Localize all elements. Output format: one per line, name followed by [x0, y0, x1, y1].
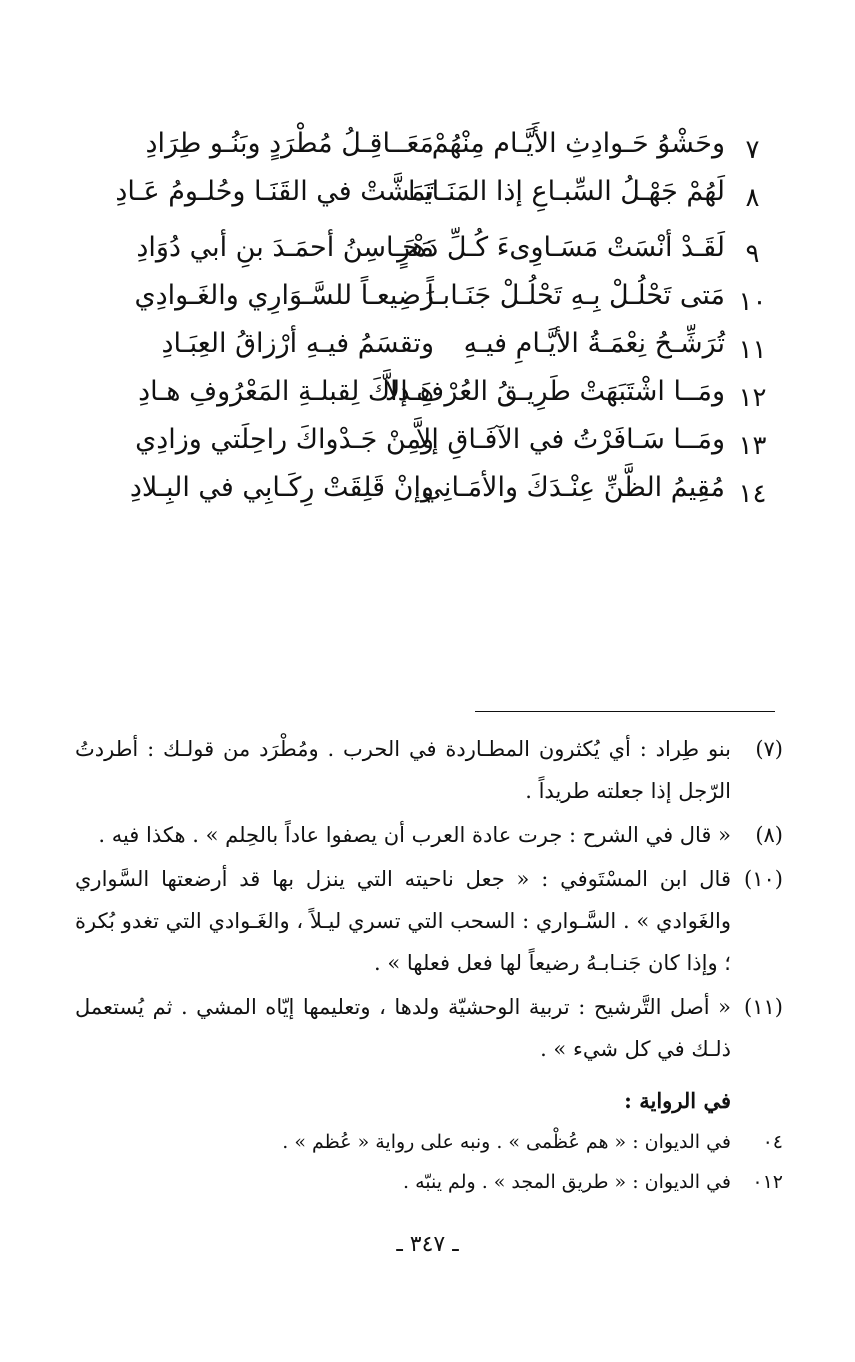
second-hemistich: وإنْ قَلِقَتْ رِكَـابِي في البِـلادِ [129, 472, 434, 503]
verse-number: ١٠ [738, 287, 767, 317]
first-hemistich: وحَشْوُ حَـوادِثِ الأَيَّـام مِنْهُمْ [431, 128, 725, 159]
verse [40, 416, 815, 464]
verse-number: ١٤ [738, 479, 767, 509]
variant-text: في الديوان : « طريق المجد » . ولم ينبّه . [402, 1171, 731, 1193]
first-hemistich: تُرَشِّـحُ نِعْمَـةُ الأيَّـامِ فيـهِ [463, 328, 725, 359]
second-hemistich: رَضِيعـاً للسَّـوَارِي والغَـوادِي [134, 280, 434, 311]
footnote-text: « أصل التَّرشيح : تربية الوحشيّة ولدها ، وتعليمها إيّاه المشي . ثم يُستعمل ذلـك في كل شيء » . [75, 995, 731, 1061]
footnote-number: (٧) [755, 737, 783, 761]
verse [40, 224, 815, 272]
verse [40, 368, 815, 416]
variant-item [75, 1162, 783, 1202]
first-hemistich: لَقَـدْ أنْسَتْ مَسَـاوِىءَ كُـلِّ دَهْرٍ [397, 232, 725, 263]
variants-heading: في الرواية : [624, 1088, 731, 1113]
footnote-number: (٨) [755, 823, 783, 847]
verse-number: ٩ [745, 239, 760, 269]
footnotes [75, 728, 783, 1202]
footnote-text: قال ابن المسْتَوفي : « جعل ناحيته التي ينزل بها قد أرضعتها السَّواري والغَوادي » . السَّـواري : السحب التي تسري ليـلاً ، والغَـوادي التي تغدو بُكرة ؛ وإذا كان جَنـابـهُ رضيعاً لها فعل فعلها » . [75, 867, 731, 975]
footnote [75, 728, 783, 812]
second-hemistich: ومِنْ جَـدْواكَ راحِلَتي وزادِي [135, 424, 434, 455]
first-hemistich: ومَــا اشْتَبَهَتْ طَرِيـقُ العُرْفِ إلاَّ [384, 376, 725, 407]
verse-number: ١١ [738, 335, 767, 365]
first-hemistich: مُقِيمُ الظَّنِّ عِنْـدَكَ والأمَـانِي [421, 472, 725, 503]
verse [40, 272, 815, 320]
variant-number: ٠١٢ [752, 1171, 783, 1193]
verse-number: ١٣ [738, 431, 767, 461]
poem [40, 120, 815, 512]
footnote-text: « قال في الشرح : جرت عادة العرب أن يصفوا عاداً بالحِلم » . هكذا فيه . [98, 823, 731, 847]
verse-number: ١٢ [738, 383, 767, 413]
variant-item [75, 1122, 783, 1162]
second-hemistich: مَحَـاسِنُ أحمَـدَ بنِ أبي دُوَادِ [136, 232, 434, 263]
variant-text: في الديوان : « هم عُظْمى » . ونبه على رواية « عُظم » . [282, 1131, 731, 1153]
verse [40, 464, 815, 512]
verse [40, 168, 815, 216]
footnote [75, 814, 783, 856]
second-hemistich: تَمَشَّتْ في القَنَـا وحُلـومُ عَـادِ [115, 176, 434, 207]
first-hemistich: ومَــا سَـافَرْتُ في الآفَـاقِ إلاَّ [415, 424, 725, 455]
second-hemistich: مَعَــاقِـلُ مُطْرَدٍ وبَنُـو طِرَادِ [145, 128, 434, 159]
first-hemistich: مَتى تَحْلُـلْ بِـهِ تَحْلُـلْ جَنَـابـاً [426, 280, 725, 311]
verse-number: ٧ [745, 135, 760, 165]
verse-number: ٨ [745, 183, 760, 213]
variant-number: ٠٤ [762, 1131, 783, 1153]
page-number: ـ ٣٤٧ ـ [396, 1232, 459, 1257]
footnote-number: (١٠) [744, 867, 783, 891]
footnote-text: بنو طِراد : أي يُكثرون المطـاردة في الحرب . ومُطْرَد من قولـك : أطردتُ الرّجل إذا جعلته طريداً . [75, 737, 731, 803]
second-hemistich: هَـداكَ لِقبلـةِ المَعْرُوفِ هـادِ [138, 376, 434, 407]
footnote [75, 858, 783, 984]
second-hemistich: وتقسَمُ فيـهِ أرْزاقُ العِبَـادِ [161, 328, 434, 359]
footnote [75, 986, 783, 1070]
verse [40, 320, 815, 368]
first-hemistich: لَهُمْ جَهْـلُ السِّبـاعِ إذا المَنَـايَـا [408, 176, 725, 207]
footnote-divider [475, 711, 775, 712]
footnote-number: (١١) [744, 995, 783, 1019]
verse [40, 120, 815, 168]
